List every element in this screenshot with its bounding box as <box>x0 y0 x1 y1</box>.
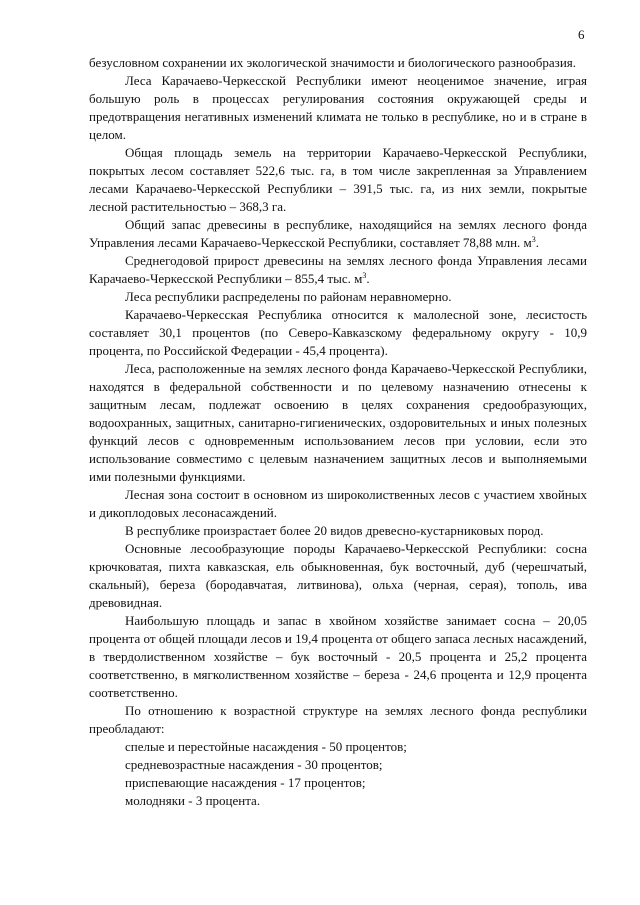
paragraph-main-species: Основные лесообразующие породы Карачаево-Черкесской Республики: сосна крючковатая, пихта кавказская, ель обыкновенная, бук восточный, дуб (черешчатый, скальный), береза (бородавчатая, литвинова), ольха (черная, серая), тополь, ива древовидная. <box>89 541 587 610</box>
annual-growth-dot: . <box>366 271 370 286</box>
paragraph-timber-stock <box>89 216 587 252</box>
list-item: спелые и перестойные насаждения - 50 процентов; <box>125 739 407 754</box>
paragraph-protected-forests: Леса, расположенные на землях лесного фонда Карачаево-Черкесской Республики, находятся в федеральной собственности и по целевому назначению отнесены к защитным лесам, подлежат освоению в целях сохранения средообразующих, водоохранных, защитных, санитарно-гигиенических, оздоровительных и иных полезных функций лесов с одновременным использованием лесов при условии, если это использование совместимо с целевым назначением защитных лесов и выполняемыми ими полезными функциями. <box>89 361 587 484</box>
cubic-superscript: 3 <box>531 235 536 244</box>
annual-growth-text: Среднегодовой прирост древесины на землях лесного фонда Управления лесами Карачаево-Черкесской Республики – 855,4 тыс. м <box>89 253 587 286</box>
paragraph-distribution: Леса республики распределены по районам неравномерно. <box>125 289 452 304</box>
paragraph-annual-growth <box>89 252 587 288</box>
paragraph-forest-cover: Карачаево-Черкесская Республика относится к малолесной зоне, лесистость составляет 30,1 процентов (по Северо-Кавказскому федеральному округу - 10,9 процента, по Российской Федерации - 45,4 процента). <box>89 307 587 358</box>
age-structure-list <box>89 738 587 810</box>
paragraph-forest-zone: Лесная зона состоит в основном из широколиственных лесов с участием хвойных и дикоплодовых лесонасаждений. <box>89 487 587 520</box>
timber-stock-text: Общий запас древесины в республике, находящийся на землях лесного фонда Управления лесами Карачаево-Черкесской Республики, составляет 78,88 млн. м <box>89 217 587 250</box>
cubic-superscript-2: 3 <box>362 271 367 280</box>
list-item: приспевающие насаждения - 17 процентов; <box>125 775 366 790</box>
paragraph-species-count: В республике произрастает более 20 видов древесно-кустарниковых пород. <box>125 523 544 538</box>
paragraph-largest-area: Наибольшую площадь и запас в хвойном хозяйстве занимает сосна – 20,05 процента от общей площади лесов и 19,4 процента от общего запаса лесных насаждений, в твердолиственном хозяйстве – бук восточный - 20,5 процента и 25,2 процента соответственно, в мягколиственном хозяйстве – береза - 24,6 процента и 12,9 процента соответственно. <box>89 613 587 700</box>
timber-stock-dot: . <box>535 235 540 250</box>
paragraph-age-structure: По отношению к возрастной структуре на землях лесного фонда республики преобладают: <box>89 703 587 736</box>
paragraph-total-area: Общая площадь земель на территории Карачаево-Черкесской Республики, покрытых лесом составляет 522,6 тыс. га, в том числе закрепленная за Управлением лесами Карачаево-Черкесской Республики – 391,5 тыс. га, из них земли, покрытые лесной растительностью – 368,3 га. <box>89 145 587 214</box>
paragraph-continuation: безусловном сохранении их экологической значимости и биологического разнообразия. <box>89 55 577 70</box>
list-item: средневозрастные насаждения - 30 процентов; <box>125 757 383 772</box>
paragraph-forest-value: Леса Карачаево-Черкесской Республики имеют неоценимое значение, играя большую роль в процессах регулирования состояния окружающей среды и предотвращения негативных изменений климата не только в республике, но и в стране в целом. <box>89 73 587 142</box>
document-body <box>89 54 587 810</box>
page-number: 6 <box>578 27 585 42</box>
list-item: молодняки - 3 процента. <box>125 793 261 808</box>
